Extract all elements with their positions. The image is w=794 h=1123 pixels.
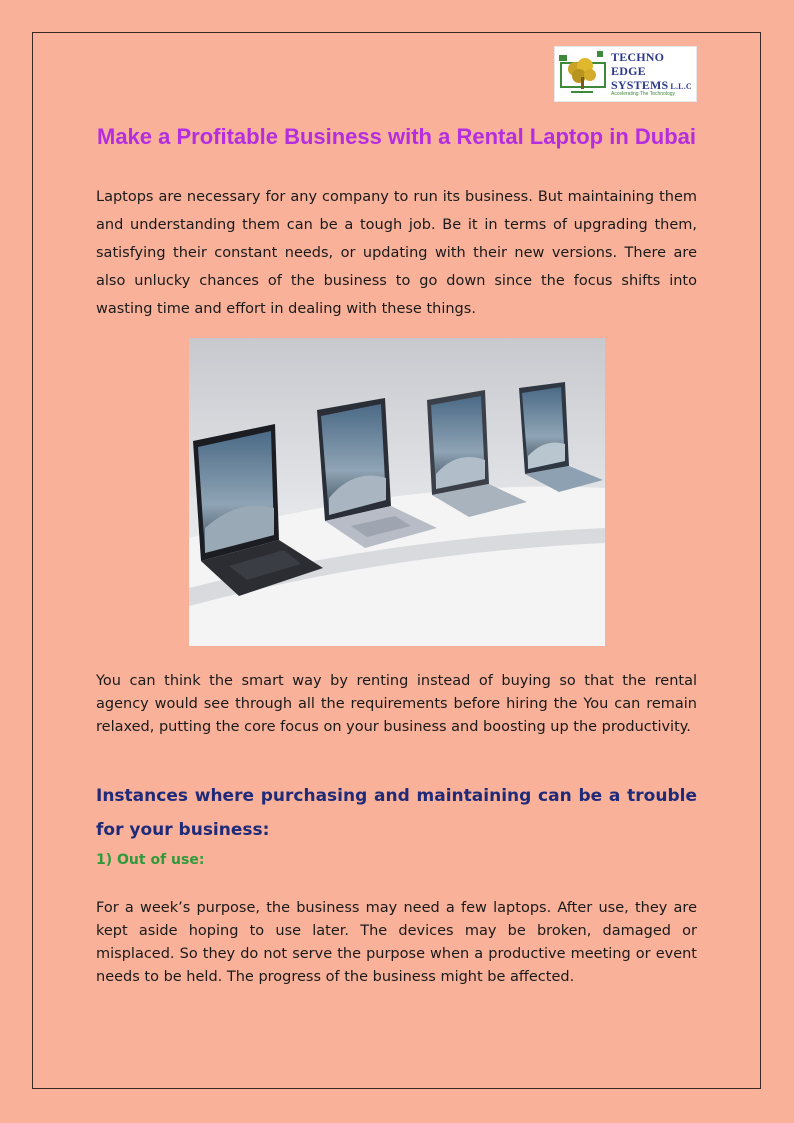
logo-line-3: SYSTEMS xyxy=(611,78,669,92)
out-of-use-paragraph: For a week’s purpose, the business may need a few laptops. After use, they are kept aside hoping to use later. The devices may be broken, damaged or misplaced. So they do not serve the purpose when a productive meeting or event needs to be held. The progress of the business might be affected. xyxy=(96,900,697,985)
logo-suffix: L.L.C xyxy=(670,82,692,91)
company-logo xyxy=(554,46,697,102)
point-heading: 1) Out of use: xyxy=(96,852,205,868)
logo-line-2: EDGE xyxy=(611,64,646,78)
logo-text xyxy=(611,50,692,94)
page-title: Make a Profitable Business with a Rental Laptop in Dubai xyxy=(97,124,696,149)
intro-paragraph: Laptops are necessary for any company to run its business. But maintaining them and understanding them can be a tough job. Be it in terms of upgrading them, satisfying their constant needs, or updating with their new versions. There are also unlucky chances of the business to go down since the focus shifts into wasting time and effort in dealing with these things. xyxy=(96,189,697,317)
laptops-photo xyxy=(189,338,605,646)
section-heading: Instances where purchasing and maintaining can be a trouble for your business: xyxy=(96,786,697,840)
tree-icon xyxy=(557,49,609,99)
logo-line-1: TECHNO xyxy=(611,50,665,64)
laptops-illustration xyxy=(189,338,605,646)
logo-tagline: Accelerating The Technology xyxy=(611,91,676,97)
smart-way-paragraph: You can think the smart way by renting instead of buying so that the rental agency would see through all the requirements before hiring the You can remain relaxed, putting the core focus on your business and boosting up the productivity. xyxy=(96,673,697,735)
